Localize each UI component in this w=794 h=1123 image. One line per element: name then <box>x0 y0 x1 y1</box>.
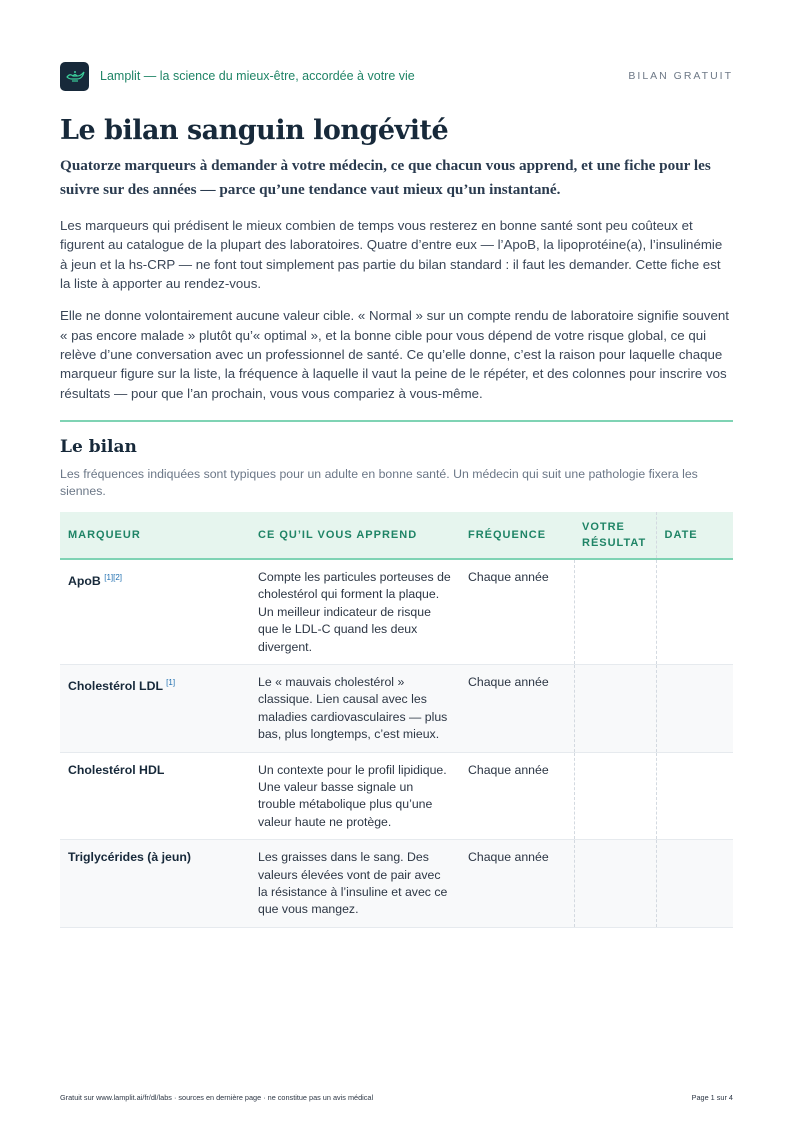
marker-name: Triglycérides (à jeun) <box>60 840 250 928</box>
date-cell[interactable] <box>656 559 733 665</box>
result-cell[interactable] <box>574 752 656 840</box>
citation-link[interactable]: [1][2] <box>104 572 123 582</box>
table-row <box>60 752 733 840</box>
marker-description: Un contexte pour le profil lipidique. Une valeur basse signale un trouble métabolique plus qu’une valeur haute ne protège. <box>250 752 460 840</box>
section-note: Les fréquences indiquées sont typiques pour un adulte en bonne santé. Un médecin qui suit une pathologie fixera les siennes. <box>60 466 698 499</box>
marker-name: ApoB [1][2] <box>60 559 250 665</box>
footer <box>60 1093 733 1102</box>
result-cell[interactable] <box>574 559 656 665</box>
marker-frequency: Chaque année <box>460 840 574 928</box>
markers-table <box>60 512 733 928</box>
brand-tagline[interactable]: Lamplit — la science du mieux-être, accordée à votre vie <box>100 69 415 83</box>
header <box>60 60 733 92</box>
page-subtitle: Quatorze marqueurs à demander à votre médecin, ce que chacun vous apprend, et une fiche pour les suivre sur des années — parce qu’une tendance vaut mieux qu’un instantané. <box>60 157 711 198</box>
result-cell[interactable] <box>574 840 656 928</box>
column-header-frequency: FRÉQUENCE <box>460 512 574 559</box>
marker-frequency: Chaque année <box>460 752 574 840</box>
table-header-row <box>60 512 733 559</box>
page-number: Page 1 sur 4 <box>691 1093 733 1102</box>
table-row <box>60 840 733 928</box>
date-cell[interactable] <box>656 665 733 753</box>
table-row <box>60 559 733 665</box>
page-title: Le bilan sanguin longévité <box>60 115 449 146</box>
marker-description: Compte les particules porteuses de cholestérol qui forment la plaque. Un meilleur indicateur de risque que le LDL-C quand les deux divergent. <box>250 559 460 665</box>
intro-paragraph-2: Elle ne donne volontairement aucune valeur cible. « Normal » sur un compte rendu de laboratoire signifie souvent « pas encore malade » plutôt qu’« optimal », et la bonne cible pour vous dépend de votre risque global, ce qui relève d’une conversation avec un professionnel de santé. Ce qu’elle donne, c’est la raison pour laquelle chaque marqueur figure sur la liste, la fréquence à laquelle il vaut la peine de le répéter, et des colonnes pour inscrire vos résultats — pour que l’an prochain, vous vous compariez à vous-même. <box>60 308 729 401</box>
intro-paragraph-1: Les marqueurs qui prédisent le mieux combien de temps vous resterez en bonne santé sont peu coûteux et figurent au catalogue de la plupart des laboratoires. Quatre d’entre eux — l’ApoB, la lipoprotéine(a), l’insulinémie à jeun et la hs-CRP — ne font tout simplement pas partie du bilan standard : il faut les demander. Cette fiche est la liste à apporter au rendez-vous. <box>60 218 723 291</box>
date-cell[interactable] <box>656 840 733 928</box>
page <box>60 60 733 928</box>
section-divider <box>60 420 733 422</box>
column-header-marker: MARQUEUR <box>60 512 250 559</box>
marker-name: Cholestérol LDL [1] <box>60 665 250 753</box>
marker-frequency: Chaque année <box>460 665 574 753</box>
section-title: Le bilan <box>60 436 137 457</box>
marker-frequency: Chaque année <box>460 559 574 665</box>
marker-description: Le « mauvais cholestérol » classique. Lien causal avec les maladies cardiovasculaires — plus bas, plus longtemps, c’est mieux. <box>250 665 460 753</box>
table-row <box>60 665 733 753</box>
footer-note: Gratuit sur www.lamplit.ai/fr/dl/labs · sources en dernière page · ne constitue pas un avis médical <box>60 1093 374 1102</box>
marker-description: Les graisses dans le sang. Des valeurs élevées vont de pair avec la résistance à l’insuline et avec ce que vous mangez. <box>250 840 460 928</box>
column-header-what: CE QU’IL VOUS APPREND <box>250 512 460 559</box>
genie-lamp-icon[interactable] <box>60 62 89 91</box>
date-cell[interactable] <box>656 752 733 840</box>
column-header-result: VOTRE RÉSULTAT <box>574 512 656 559</box>
column-header-date: DATE <box>656 512 733 559</box>
citation-link[interactable]: [1] <box>166 678 176 687</box>
free-report-badge: BILAN GRATUIT <box>628 70 733 82</box>
marker-name: Cholestérol HDL <box>60 752 250 840</box>
result-cell[interactable] <box>574 665 656 753</box>
